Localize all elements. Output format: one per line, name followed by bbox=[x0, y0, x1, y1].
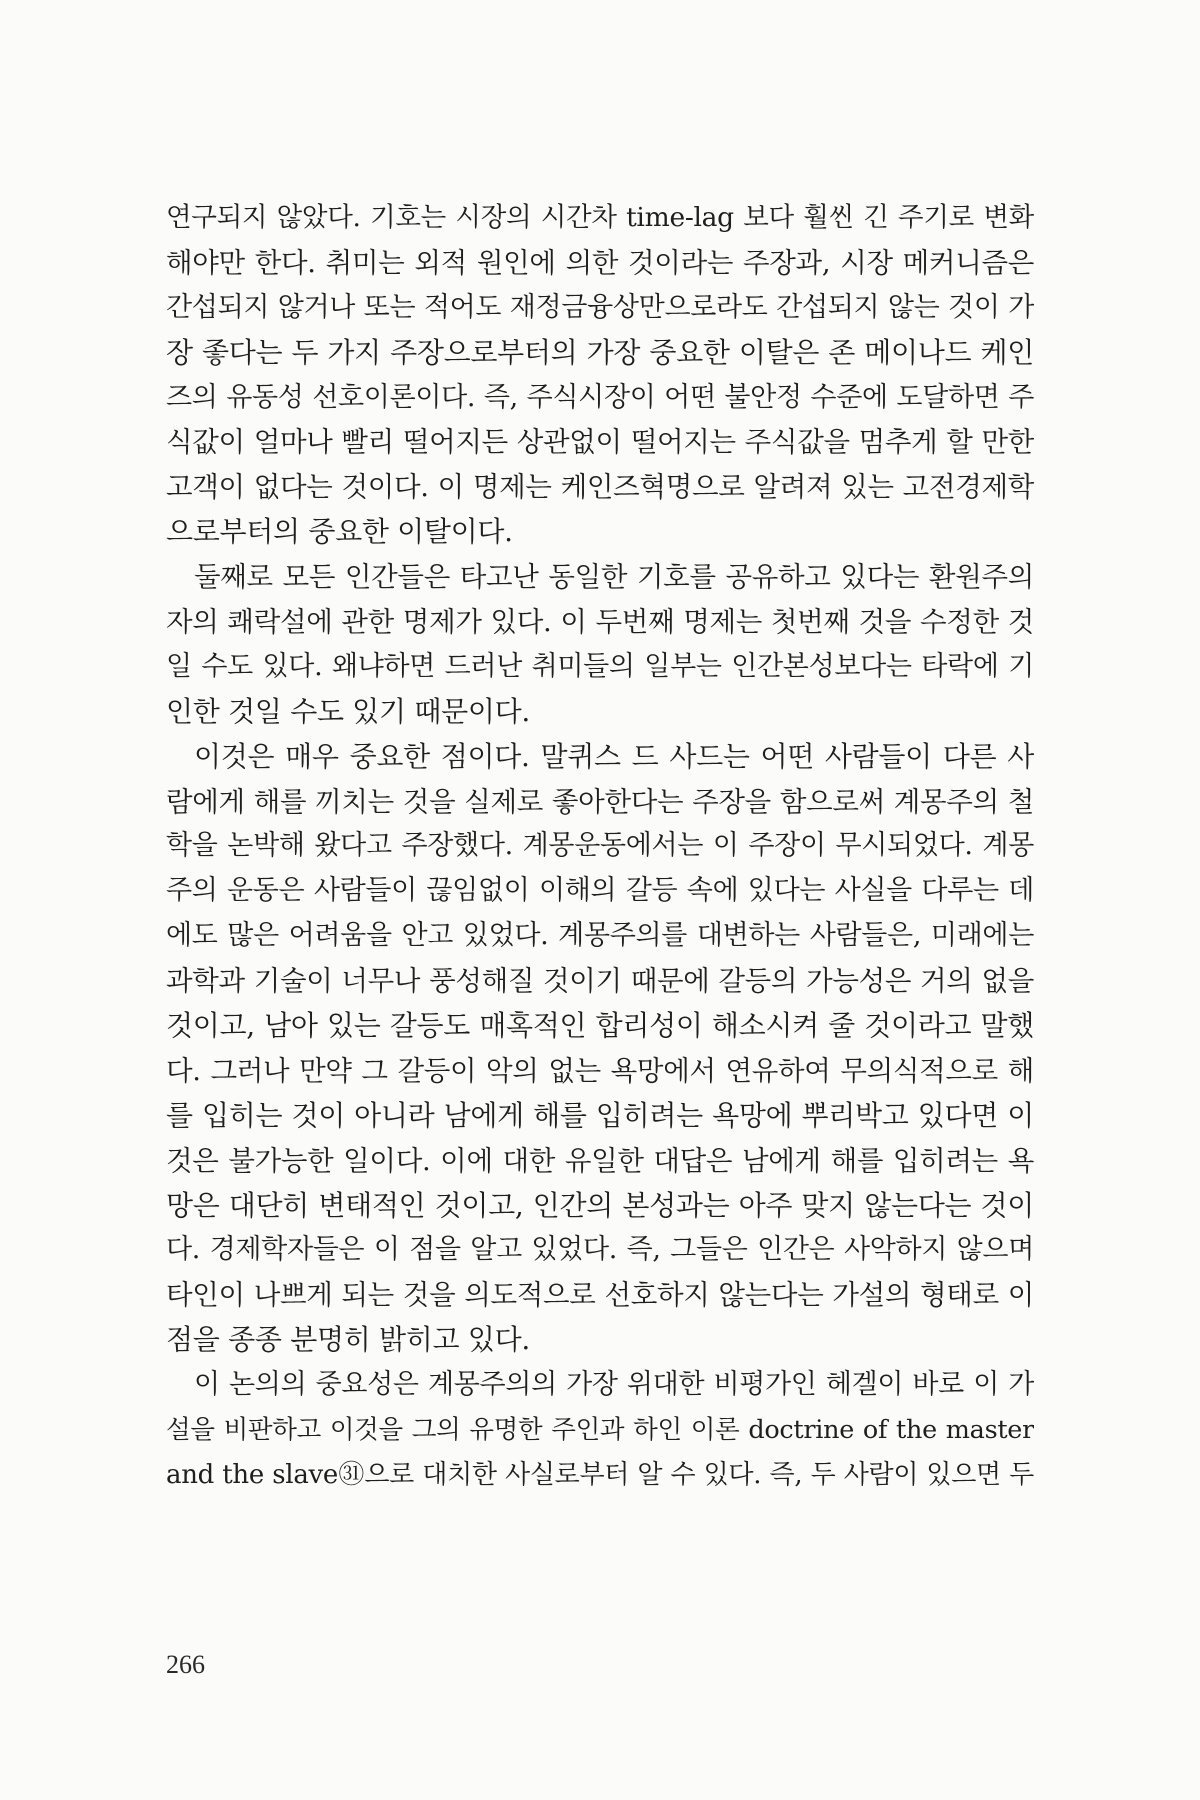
text-line: 이것은 매우 중요한 점이다. 말퀴스 드 사드는 어떤 사람들이 다른 사 bbox=[194, 739, 1034, 773]
text-line: 식값이 얼마나 빨리 떨어지든 상관없이 떨어지는 주식값을 멈추게 할 만한 bbox=[166, 426, 1034, 459]
text-line: 타인이 나쁘게 되는 것을 의도적으로 선호하지 않는다는 가설의 형태로 이 bbox=[166, 1279, 1034, 1312]
text-line: 간섭되지 않거나 또는 적어도 재정금융상만으로라도 간섭되지 않는 것이 가 bbox=[166, 291, 1034, 323]
text-line: 해야만 한다. 취미는 외적 원인에 의한 것이라는 주장과, 시장 메커니즘은 bbox=[166, 246, 1034, 279]
text-line: 이 논의의 중요성은 계몽주의의 가장 위대한 비평가인 헤겔이 바로 이 가 bbox=[194, 1369, 1034, 1401]
text-line: 다. 그러나 만약 그 갈등이 악의 없는 욕망에서 연유하여 무의식적으로 해 bbox=[166, 1054, 1034, 1087]
text-line: 고객이 없다는 것이다. 이 명제는 케인즈혁명으로 알려져 있는 고전경제학 bbox=[166, 471, 1034, 504]
text-line: 즈의 유동성 선호이론이다. 즉, 주식시장이 어떤 불안정 수준에 도달하면 주 bbox=[166, 381, 1034, 413]
text-line: 를 입히는 것이 아니라 남에게 해를 입히려는 욕망에 뿌리박고 있다면 이 bbox=[166, 1098, 1034, 1132]
text-line: 인한 것일 수도 있기 때문이다. bbox=[166, 694, 530, 728]
text-line: 에도 많은 어려움을 안고 있었다. 계몽주의를 대변하는 사람들은, 미래에는 bbox=[166, 920, 1034, 952]
text-line: 자의 쾌락설에 관한 명제가 있다. 이 두번째 명제는 첫번째 것을 수정한 것 bbox=[166, 606, 1034, 639]
text-line: and the slave㉛으로 대치한 사실로부터 알 수 있다. 즉, 두 사람이 있으면 두 bbox=[166, 1459, 1034, 1490]
text-line: 과학과 기술이 너무나 풍성해질 것이기 때문에 갈등의 가능성은 거의 없을 bbox=[166, 965, 1034, 998]
text-line: 것은 불가능한 일이다. 이에 대한 유일한 대답은 남에게 해를 입히려는 욕 bbox=[166, 1144, 1034, 1177]
text-line: 주의 운동은 사람들이 끊임없이 이해의 갈등 속에 있다는 사실을 다루는 데 bbox=[166, 875, 1034, 907]
text-line: 일 수도 있다. 왜냐하면 드러난 취미들의 일부는 인간본성보다는 타락에 기 bbox=[166, 650, 1034, 682]
text-line: 다. 경제학자들은 이 점을 알고 있었다. 즉, 그들은 인간은 사악하지 않으며 bbox=[166, 1234, 1034, 1266]
text-line: 으로부터의 중요한 이탈이다. bbox=[166, 515, 513, 549]
text-line: 둘째로 모든 인간들은 타고난 동일한 기호를 공유하고 있다는 환원주의 bbox=[194, 561, 1034, 594]
page-number: 266 bbox=[166, 1650, 205, 1679]
text-line: 학을 논박해 왔다고 주장했다. 계몽운동에서는 이 주장이 무시되었다. 계몽 bbox=[166, 830, 1034, 862]
body-text bbox=[166, 196, 1034, 1498]
text-line: 연구되지 않았다. 기호는 시장의 시간차 time-lag 보다 훨씬 긴 주기로 변화 bbox=[166, 202, 1034, 233]
text-line: 망은 대단히 변태적인 것이고, 인간의 본성과는 아주 맞지 않는다는 것이 bbox=[166, 1188, 1034, 1222]
text-line: 장 좋다는 두 가지 주장으로부터의 가장 중요한 이탈은 존 메이나드 케인 bbox=[166, 335, 1034, 369]
text-line: 람에게 해를 끼치는 것을 실제로 좋아한다는 주장을 함으로써 계몽주의 철 bbox=[166, 785, 1034, 818]
text-line: 것이고, 남아 있는 갈등도 매혹적인 합리성이 해소시켜 줄 것이라고 말했 bbox=[166, 1009, 1034, 1043]
text-line: 점을 종종 분명히 밝히고 있다. bbox=[166, 1323, 530, 1357]
text-line: 설을 비판하고 이것을 그의 유명한 주인과 하인 이론 doctrine of the master bbox=[166, 1415, 1034, 1446]
